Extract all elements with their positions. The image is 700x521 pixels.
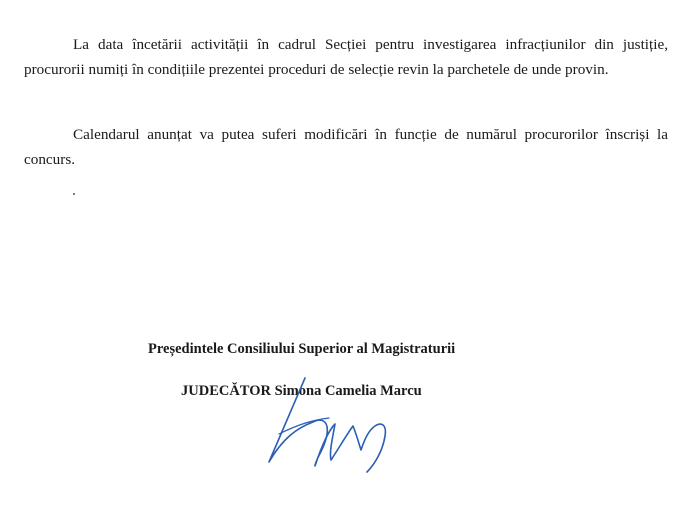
paragraph-appointment-return: La data încetării activității în cadrul Secției pentru investigarea infracțiunilor din justiție, procurorii numiți în condițiile prezentei proceduri de selecție revin la parchetele de unde provin. [24, 36, 668, 78]
handwritten-signature [255, 374, 405, 474]
signatory-title: Președintele Consiliului Superior al Magistraturii [148, 341, 456, 357]
paragraph-calendar-notice: Calendarul anunțat va putea suferi modificări în funcție de numărul procurorilor înscriși la concurs. [24, 126, 668, 168]
stray-dot [73, 193, 75, 195]
signatory-name: JUDECĂTOR Simona Camelia Marcu [181, 383, 422, 399]
